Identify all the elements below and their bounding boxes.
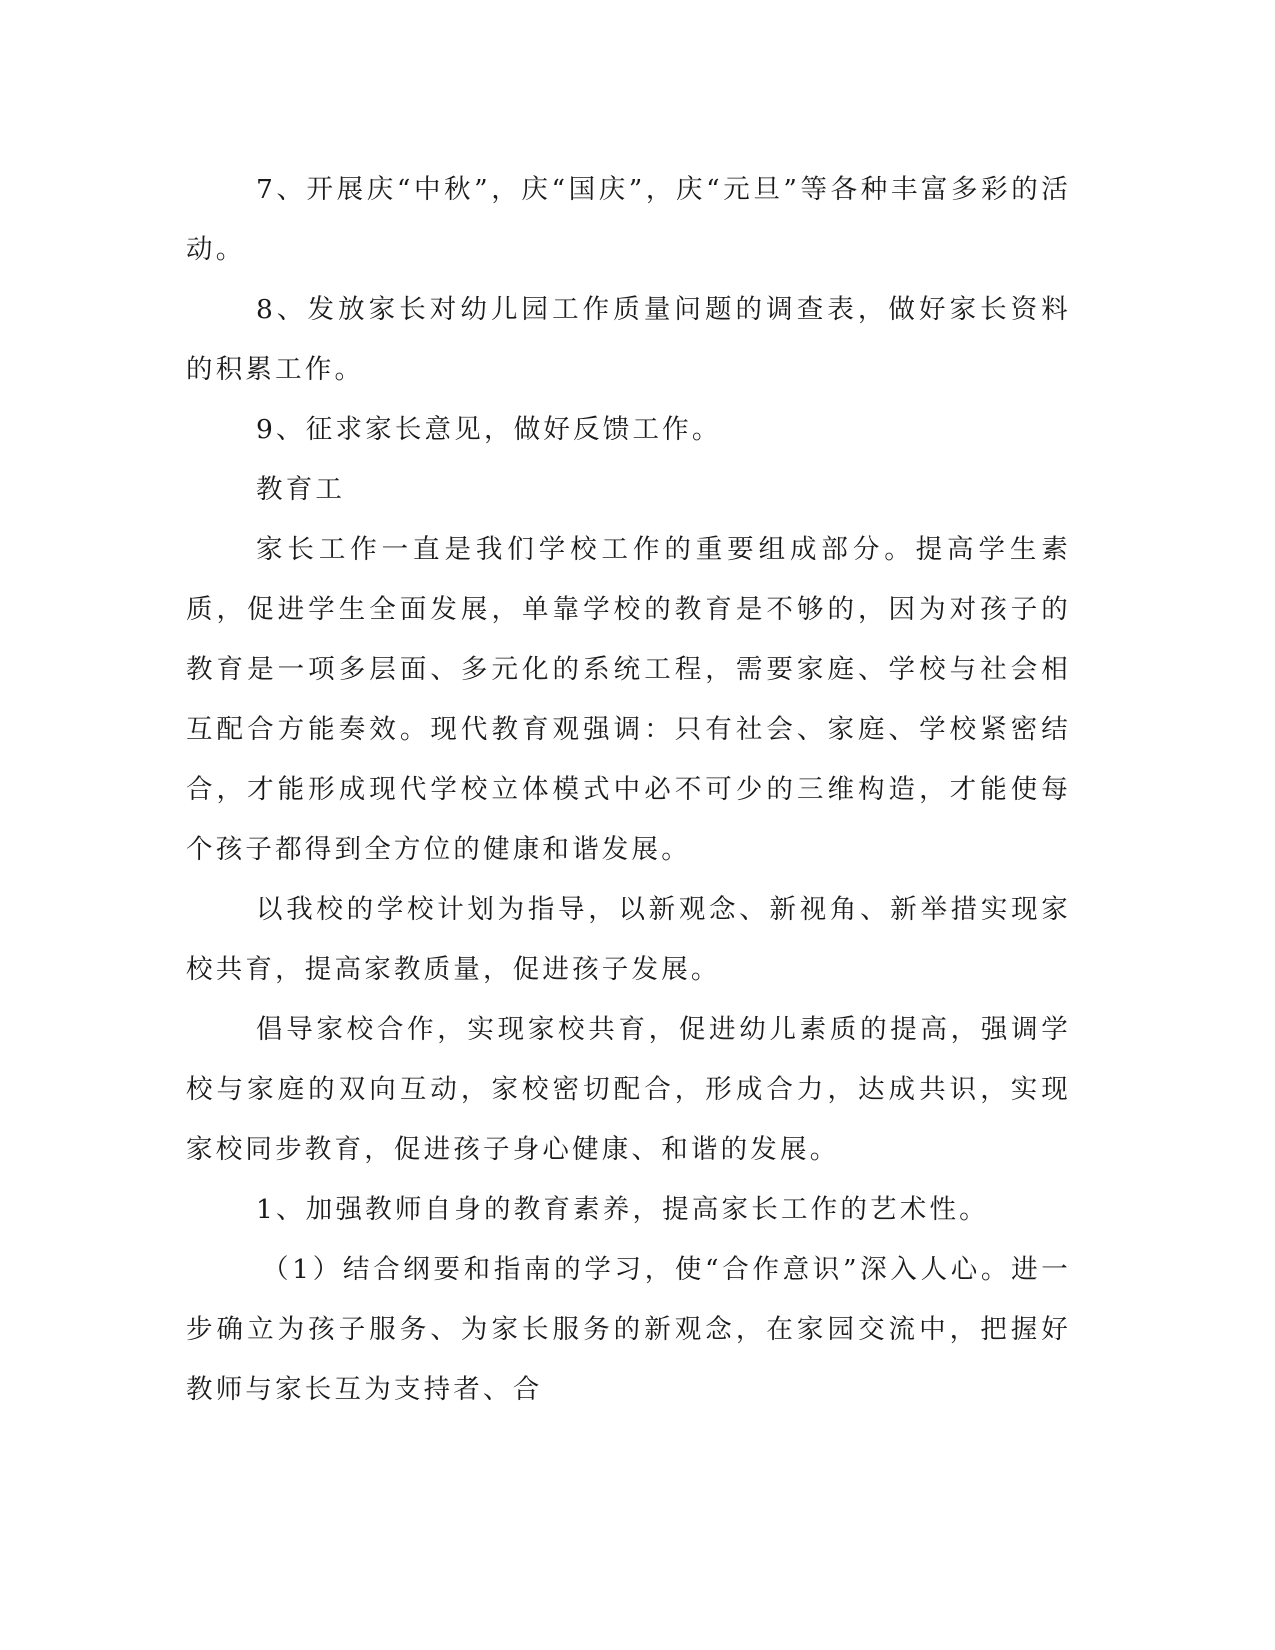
paragraph-intro: 家长工作一直是我们学校工作的重要组成部分。提高学生素质，促进学生全面发展，单靠学校的教育是不够的，因为对孩子的教育是一项多层面、多元化的系统工程，需要家庭、学校与社会相互配合方能奏效。现代教育观强调：只有社会、家庭、学校紧密结合，才能形成现代学校立体模式中必不可少的三维构造，才能使每个孩子都得到全方位的健康和谐发展。 (186, 534, 1071, 865)
paragraph-item-9: 9、征求家长意见，做好反馈工作。 (256, 414, 722, 445)
document-body (186, 160, 1071, 1420)
paragraph-item-8: 8、发放家长对幼儿园工作质量问题的调查表，做好家长资料的积累工作。 (186, 294, 1071, 385)
paragraph-guidance: 以我校的学校计划为指导，以新观念、新视角、新举措实现家校共育，提高家教质量，促进孩子发展。 (186, 894, 1071, 985)
section-heading: 教育工 (256, 474, 346, 505)
paragraph-point-1: 1、加强教师自身的教育素养，提高家长工作的艺术性。 (256, 1194, 989, 1225)
paragraph-subpoint-1: （1）结合纲要和指南的学习，使“合作意识”深入人心。进一步确立为孩子服务、为家长服务的新观念，在家园交流中，把握好教师与家长互为支持者、合 (186, 1254, 1071, 1405)
paragraph-advocacy: 倡导家校合作，实现家校共育，促进幼儿素质的提高，强调学校与家庭的双向互动，家校密切配合，形成合力，达成共识，实现家校同步教育，促进孩子身心健康、和谐的发展。 (186, 1014, 1071, 1165)
paragraph-item-7: 7、开展庆“中秋”，庆“国庆”，庆“元旦”等各种丰富多彩的活动。 (186, 174, 1071, 265)
